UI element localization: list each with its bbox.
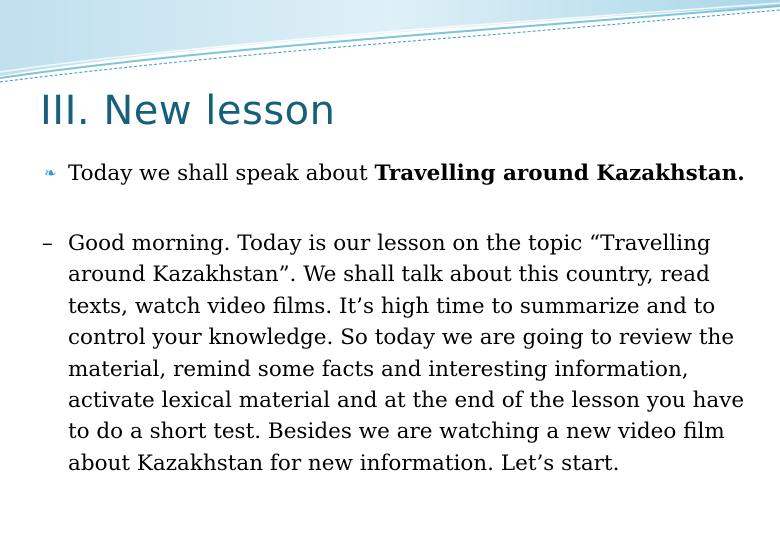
body-paragraph	[42, 228, 768, 479]
bullet-icon: ❧	[44, 164, 57, 182]
slide-title: III. New lesson	[40, 88, 336, 134]
body-paragraph-text: Good morning. Today is our lesson on the topic “Travelling around Kazakhstan”. We shall talk about this country, read texts, watch video films. It’s high time to summarize and to control your knowledge. So today we are going to review the material, remind some facts and interesting information, activate lexical material and at the end of the lesson you have to do a short test. Besides we are watching a new video film about Kazakhstan for new information. Let’s start.	[68, 231, 745, 476]
bullet-item	[44, 158, 768, 189]
dash-marker: –	[42, 231, 53, 256]
header-decoration	[0, 0, 780, 90]
bullet-lead-text: Today we shall speak about	[68, 161, 375, 186]
bullet-emphasis-text: Travelling around Kazakhstan.	[374, 161, 745, 186]
